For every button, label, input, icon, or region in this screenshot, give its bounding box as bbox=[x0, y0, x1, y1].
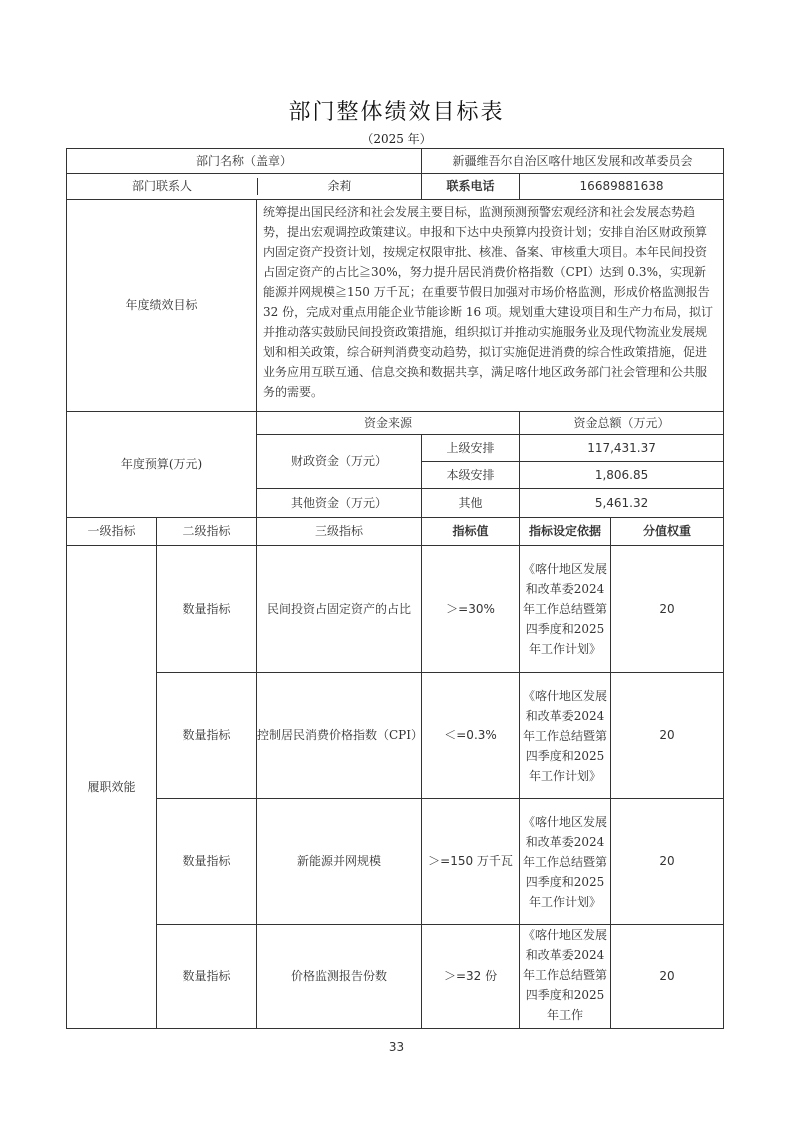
header-level2: 二级指标 bbox=[157, 518, 257, 546]
fiscal-funds-label: 财政资金（万元） bbox=[257, 435, 422, 489]
budget-total-header: 资金总额（万元） bbox=[520, 412, 724, 435]
indicator-weight: 20 bbox=[611, 673, 724, 799]
upper-allocation-label: 上级安排 bbox=[422, 435, 520, 462]
page-number: 33 bbox=[388, 1040, 405, 1054]
level2-indicator: 数量指标 bbox=[157, 925, 257, 1029]
budget-source-header: 资金来源 bbox=[257, 412, 520, 435]
level2-indicator: 数量指标 bbox=[157, 673, 257, 799]
dept-name-value: 新疆维吾尔自治区喀什地区发展和改革委员会 bbox=[422, 149, 724, 174]
other-funds-label: 其他资金（万元） bbox=[257, 489, 422, 518]
indicator-value: ＞=32 份 bbox=[422, 925, 520, 1029]
other-funds-value: 5,461.32 bbox=[520, 489, 724, 518]
indicator-weight: 20 bbox=[611, 799, 724, 925]
indicator-basis: 《喀什地区发展和改革委2024 年工作总结暨第四季度和2025 年工作 bbox=[520, 925, 611, 1029]
other-funds-sub-label: 其他 bbox=[422, 489, 520, 518]
level3-indicator: 控制居民消费价格指数（CPI） bbox=[257, 673, 422, 799]
upper-allocation-value: 117,431.37 bbox=[520, 435, 724, 462]
contact-value: 余莉 bbox=[327, 179, 352, 194]
goal-label: 年度绩效目标 bbox=[67, 200, 257, 412]
indicator-value: ＞=150 万千瓦 bbox=[422, 799, 520, 925]
indicator-basis: 《喀什地区发展和改革委2024 年工作总结暨第四季度和2025 年工作计划》 bbox=[520, 673, 611, 799]
indicator-basis: 《喀什地区发展和改革委2024 年工作总结暨第四季度和2025 年工作计划》 bbox=[520, 799, 611, 925]
indicator-basis: 《喀什地区发展和改革委2024 年工作总结暨第四季度和2025 年工作计划》 bbox=[520, 546, 611, 673]
contact-label: 部门联系人 bbox=[67, 178, 258, 194]
level3-indicator: 民间投资占固定资产的占比 bbox=[257, 546, 422, 673]
header-level3: 三级指标 bbox=[257, 518, 422, 546]
table-row bbox=[67, 925, 724, 1029]
phone-label: 联系电话 bbox=[422, 174, 520, 200]
table-row bbox=[67, 799, 724, 925]
header-level1: 一级指标 bbox=[67, 518, 157, 546]
dept-name-label: 部门名称（盖章） bbox=[67, 149, 422, 174]
header-basis: 指标设定依据 bbox=[520, 518, 611, 546]
level2-indicator: 数量指标 bbox=[157, 799, 257, 925]
indicator-value: ＜=0.3% bbox=[422, 673, 520, 799]
goal-text: 统筹提出国民经济和社会发展主要目标，监测预测预警宏观经济和社会发展态势趋势，提出宏观调控政策建议。申报和下达中央预算内投资计划；安排自治区财政预算内固定资产投资计划，按规定权限审批、核准、备案、审核重大项目。本年民间投资占固定资产的占比≧30%，努力提升居民消费价格指数（CPI）达到 0.3%，实现新能源并网规模≧150 万千瓦；在重要节假日加强对市场价格监测，形成价格监测报告 32 份，完成对重点用能企业节能诊断 16 项。规划重大建设项目和生产力布局，拟订并推动落实鼓励民间投资政策措施，组织拟订并推动实施服务业及现代物流业发展规划和相关政策，综合研判消费变动趋势，拟订实施促进消费的综合性政策措施，促进业务应用互联互通、信息交换和数据共享，满足喀什地区政务部门社会管理和公共服务的需要。 bbox=[257, 200, 724, 412]
year-label: （2025 年） bbox=[361, 132, 432, 146]
level3-indicator: 价格监测报告份数 bbox=[257, 925, 422, 1029]
local-allocation-value: 1,806.85 bbox=[520, 462, 724, 489]
local-allocation-label: 本级安排 bbox=[422, 462, 520, 489]
table-row bbox=[67, 546, 724, 673]
header-weight: 分值权重 bbox=[611, 518, 724, 546]
table-row bbox=[67, 673, 724, 799]
indicator-weight: 20 bbox=[611, 546, 724, 673]
level1-indicator: 履职效能 bbox=[67, 546, 157, 1029]
header-value: 指标值 bbox=[422, 518, 520, 546]
indicator-weight: 20 bbox=[611, 925, 724, 1029]
performance-table bbox=[66, 148, 724, 1029]
level2-indicator: 数量指标 bbox=[157, 546, 257, 673]
phone-value: 16689881638 bbox=[520, 174, 724, 200]
indicator-value: ＞=30% bbox=[422, 546, 520, 673]
level3-indicator: 新能源并网规模 bbox=[257, 799, 422, 925]
page-title: 部门整体绩效目标表 bbox=[288, 100, 505, 125]
budget-label: 年度预算(万元) bbox=[67, 412, 257, 518]
